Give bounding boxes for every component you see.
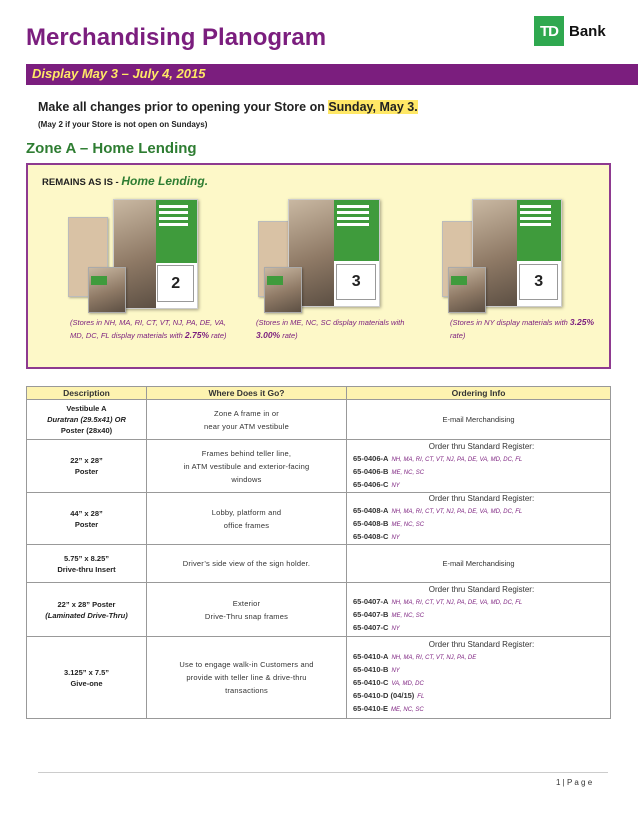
ordering-table <box>26 386 611 719</box>
desc-line: Poster <box>74 519 99 529</box>
where-line: Frames behind teller line, <box>201 448 292 458</box>
order-line <box>353 479 610 492</box>
poster-small-green <box>91 276 107 285</box>
order-code: 65-0410-E <box>353 704 389 713</box>
poster-green-panel <box>334 200 379 261</box>
order-code: 65-0406-B <box>353 466 389 476</box>
row-description <box>27 545 147 583</box>
desc-line: Give-one <box>70 678 103 688</box>
where-line: office frames <box>223 520 270 530</box>
order-line <box>353 622 610 635</box>
poster-caption-3 <box>450 316 600 342</box>
footer-divider <box>38 772 608 773</box>
poster-green-panel <box>517 200 561 261</box>
order-line <box>353 531 610 544</box>
order-heading: Order thru Standard Register: <box>428 494 535 503</box>
order-states: VA, MD, DC <box>391 681 424 687</box>
caption-text: (Stores in ME, NC, SC display materials with <box>256 318 405 327</box>
table-row <box>27 400 611 440</box>
row-description <box>27 493 147 545</box>
order-states: NY <box>391 668 400 674</box>
desc-line: Poster <box>74 467 99 476</box>
caption-end: rate) <box>280 331 298 340</box>
order-states: NY <box>391 535 400 541</box>
order-line <box>353 453 610 466</box>
where-line: provide with teller line & drive-thru <box>186 673 307 682</box>
order-line <box>353 677 610 690</box>
row-description <box>27 637 147 719</box>
order-line <box>353 690 610 703</box>
order-line <box>353 466 610 479</box>
display-dates-band <box>26 64 638 85</box>
row-description <box>27 440 147 493</box>
order-line <box>353 596 610 609</box>
caption-rate: 3.00% <box>256 330 281 340</box>
desc-line: Vestibule A <box>66 404 107 413</box>
intro-prefix: Make all changes prior to opening your Store on <box>38 100 329 114</box>
td-logo-mark: TD <box>534 16 564 46</box>
desc-line: Poster (28x40) <box>60 426 113 435</box>
order-heading: Order thru Standard Register: <box>428 585 535 594</box>
table-row <box>27 493 611 545</box>
table-row <box>27 583 611 637</box>
order-states: FL <box>417 694 425 700</box>
row-where <box>147 545 347 583</box>
order-code: 65-0410-B <box>353 665 389 674</box>
desc-line-italic: (Laminated Drive-Thru) <box>45 610 128 620</box>
order-code: 65-0406-A <box>353 453 389 463</box>
poster-small-photo <box>89 268 125 312</box>
row-ordering <box>347 493 611 545</box>
order-code: 65-0410-D (04/15) <box>353 691 415 700</box>
intro-date-highlight: Sunday, May 3. <box>328 100 418 114</box>
poster-small-green <box>451 276 467 285</box>
table-row <box>27 545 611 583</box>
row-where <box>147 440 347 493</box>
poster-rate: 2 <box>157 265 194 302</box>
zone-title: Zone A – Home Lending <box>26 140 197 157</box>
row-where <box>147 583 347 637</box>
order-code: 65-0408-B <box>353 519 389 528</box>
poster-rate: 3 <box>336 264 376 300</box>
order-states: NY <box>391 626 400 632</box>
order-states: NH, MA, RI, CT, VT, NJ, PA, DE <box>391 655 477 661</box>
remains-value: Home Lending. <box>121 174 209 188</box>
order-states: ME, NC, SC <box>391 707 424 713</box>
order-code: 65-0407-C <box>353 623 389 632</box>
desc-line: 22” x 28” Poster <box>57 599 116 609</box>
row-description <box>27 583 147 637</box>
desc-line: 3.125” x 7.5” <box>63 667 110 677</box>
where-line: windows <box>231 474 262 484</box>
order-code: 65-0410-C <box>353 678 389 687</box>
caption-text: (Stores in NH, MA, RI, CT, VT, NJ, PA, DE, VA, MD, DC, FL display materials with <box>70 318 227 340</box>
order-heading: Order thru Standard Register: <box>428 640 535 649</box>
row-ordering <box>347 440 611 493</box>
order-states: NH, MA, RI, CT, VT, NJ, PA, DE, VA, MD, DC, FL <box>391 509 523 515</box>
caption-text: (Stores in NY display materials with <box>450 318 570 327</box>
order-code: 65-0406-C <box>353 479 389 489</box>
desc-line: 5.75” x 8.25” <box>63 553 110 563</box>
desc-line <box>27 610 146 621</box>
zone-a-box <box>26 163 611 369</box>
where-line: transactions <box>225 686 268 695</box>
poster-small <box>88 267 126 313</box>
order-line <box>353 703 610 716</box>
td-bank-logo <box>534 16 606 46</box>
poster-small-photo <box>449 268 485 312</box>
order-states: NY <box>391 482 400 489</box>
desc-line: 22” x 28” <box>70 456 103 465</box>
order-line <box>353 664 610 677</box>
caption-rate: 2.75% <box>184 330 210 340</box>
intro-line <box>38 100 418 114</box>
poster-small <box>264 267 302 313</box>
order-states: ME, NC, SC <box>391 469 425 476</box>
table-row <box>27 637 611 719</box>
poster-caption-2 <box>256 316 426 342</box>
row-ordering <box>347 637 611 719</box>
desc-line <box>27 414 146 425</box>
row-where <box>147 493 347 545</box>
poster-rate: 3 <box>519 264 558 300</box>
where-line: Drive-Thru snap frames <box>204 611 289 621</box>
poster-set-1 <box>68 199 208 311</box>
order-line <box>353 505 610 518</box>
order-line <box>353 609 610 622</box>
order-code: 65-0407-B <box>353 610 389 619</box>
order-code: 65-0408-C <box>353 532 389 541</box>
remains-as-is <box>42 174 208 188</box>
poster-set-3 <box>442 199 582 311</box>
desc-line: 44” x 28” <box>70 508 103 518</box>
caption-rate: 3.25% <box>569 317 595 327</box>
col-ordering: Ordering Info <box>347 387 611 400</box>
page-title: Merchandising Planogram <box>26 24 327 51</box>
where-line: in ATM vestibule and exterior-facing <box>183 461 310 471</box>
desc-line-italic: Duratran (29.5x41) OR <box>47 415 126 424</box>
desc-line: Drive-thru Insert <box>57 564 116 574</box>
order-code: 65-0408-A <box>353 506 389 515</box>
row-ordering: E-mail Merchandising <box>347 400 611 440</box>
poster-small-green <box>267 276 283 285</box>
poster-small-photo <box>265 268 301 312</box>
col-where: Where Does it Go? <box>147 387 347 400</box>
where-line: Zone A frame in or <box>214 408 279 418</box>
where-line: Driver’s side view of the sign holder. <box>182 559 311 568</box>
table-row <box>27 440 611 493</box>
where-line: Exterior <box>232 598 261 608</box>
col-description: Description <box>27 387 147 400</box>
where-line: near your ATM vestibule <box>204 421 289 431</box>
row-description <box>27 400 147 440</box>
order-states: ME, NC, SC <box>391 613 425 619</box>
poster-green-panel <box>156 200 198 263</box>
order-line <box>353 651 610 664</box>
where-line: Use to engage walk-in Customers and <box>179 660 314 669</box>
where-line: Lobby, platform and <box>211 507 282 517</box>
order-code: 65-0410-A <box>353 652 389 661</box>
order-code: 65-0407-A <box>353 597 389 606</box>
row-where <box>147 637 347 719</box>
order-states: ME, NC, SC <box>391 522 425 528</box>
remains-label: REMAINS AS IS - <box>42 177 122 188</box>
order-states: NH, MA, RI, CT, VT, NJ, PA, DE, VA, MD, DC, FL <box>391 600 523 606</box>
row-ordering <box>347 583 611 637</box>
poster-small <box>448 267 486 313</box>
intro-subnote: (May 2 if your Store is not open on Sundays) <box>38 120 208 129</box>
page-number: 1 | P a g e <box>556 778 593 787</box>
order-heading: Order thru Standard Register: <box>428 441 535 451</box>
row-ordering: E-mail Merchandising <box>347 545 611 583</box>
table-header-row <box>27 387 611 400</box>
caption-end: rate) <box>450 331 466 340</box>
poster-caption-1 <box>70 316 230 342</box>
row-where <box>147 400 347 440</box>
poster-set-2 <box>258 199 398 311</box>
td-logo-text: Bank <box>569 22 606 40</box>
order-line <box>353 518 610 531</box>
caption-end: rate) <box>209 331 227 340</box>
order-states: NH, MA, RI, CT, VT, NJ, PA, DE, VA, MD, DC, FL <box>391 456 523 463</box>
display-dates: Display May 3 – July 4, 2015 <box>32 66 206 81</box>
